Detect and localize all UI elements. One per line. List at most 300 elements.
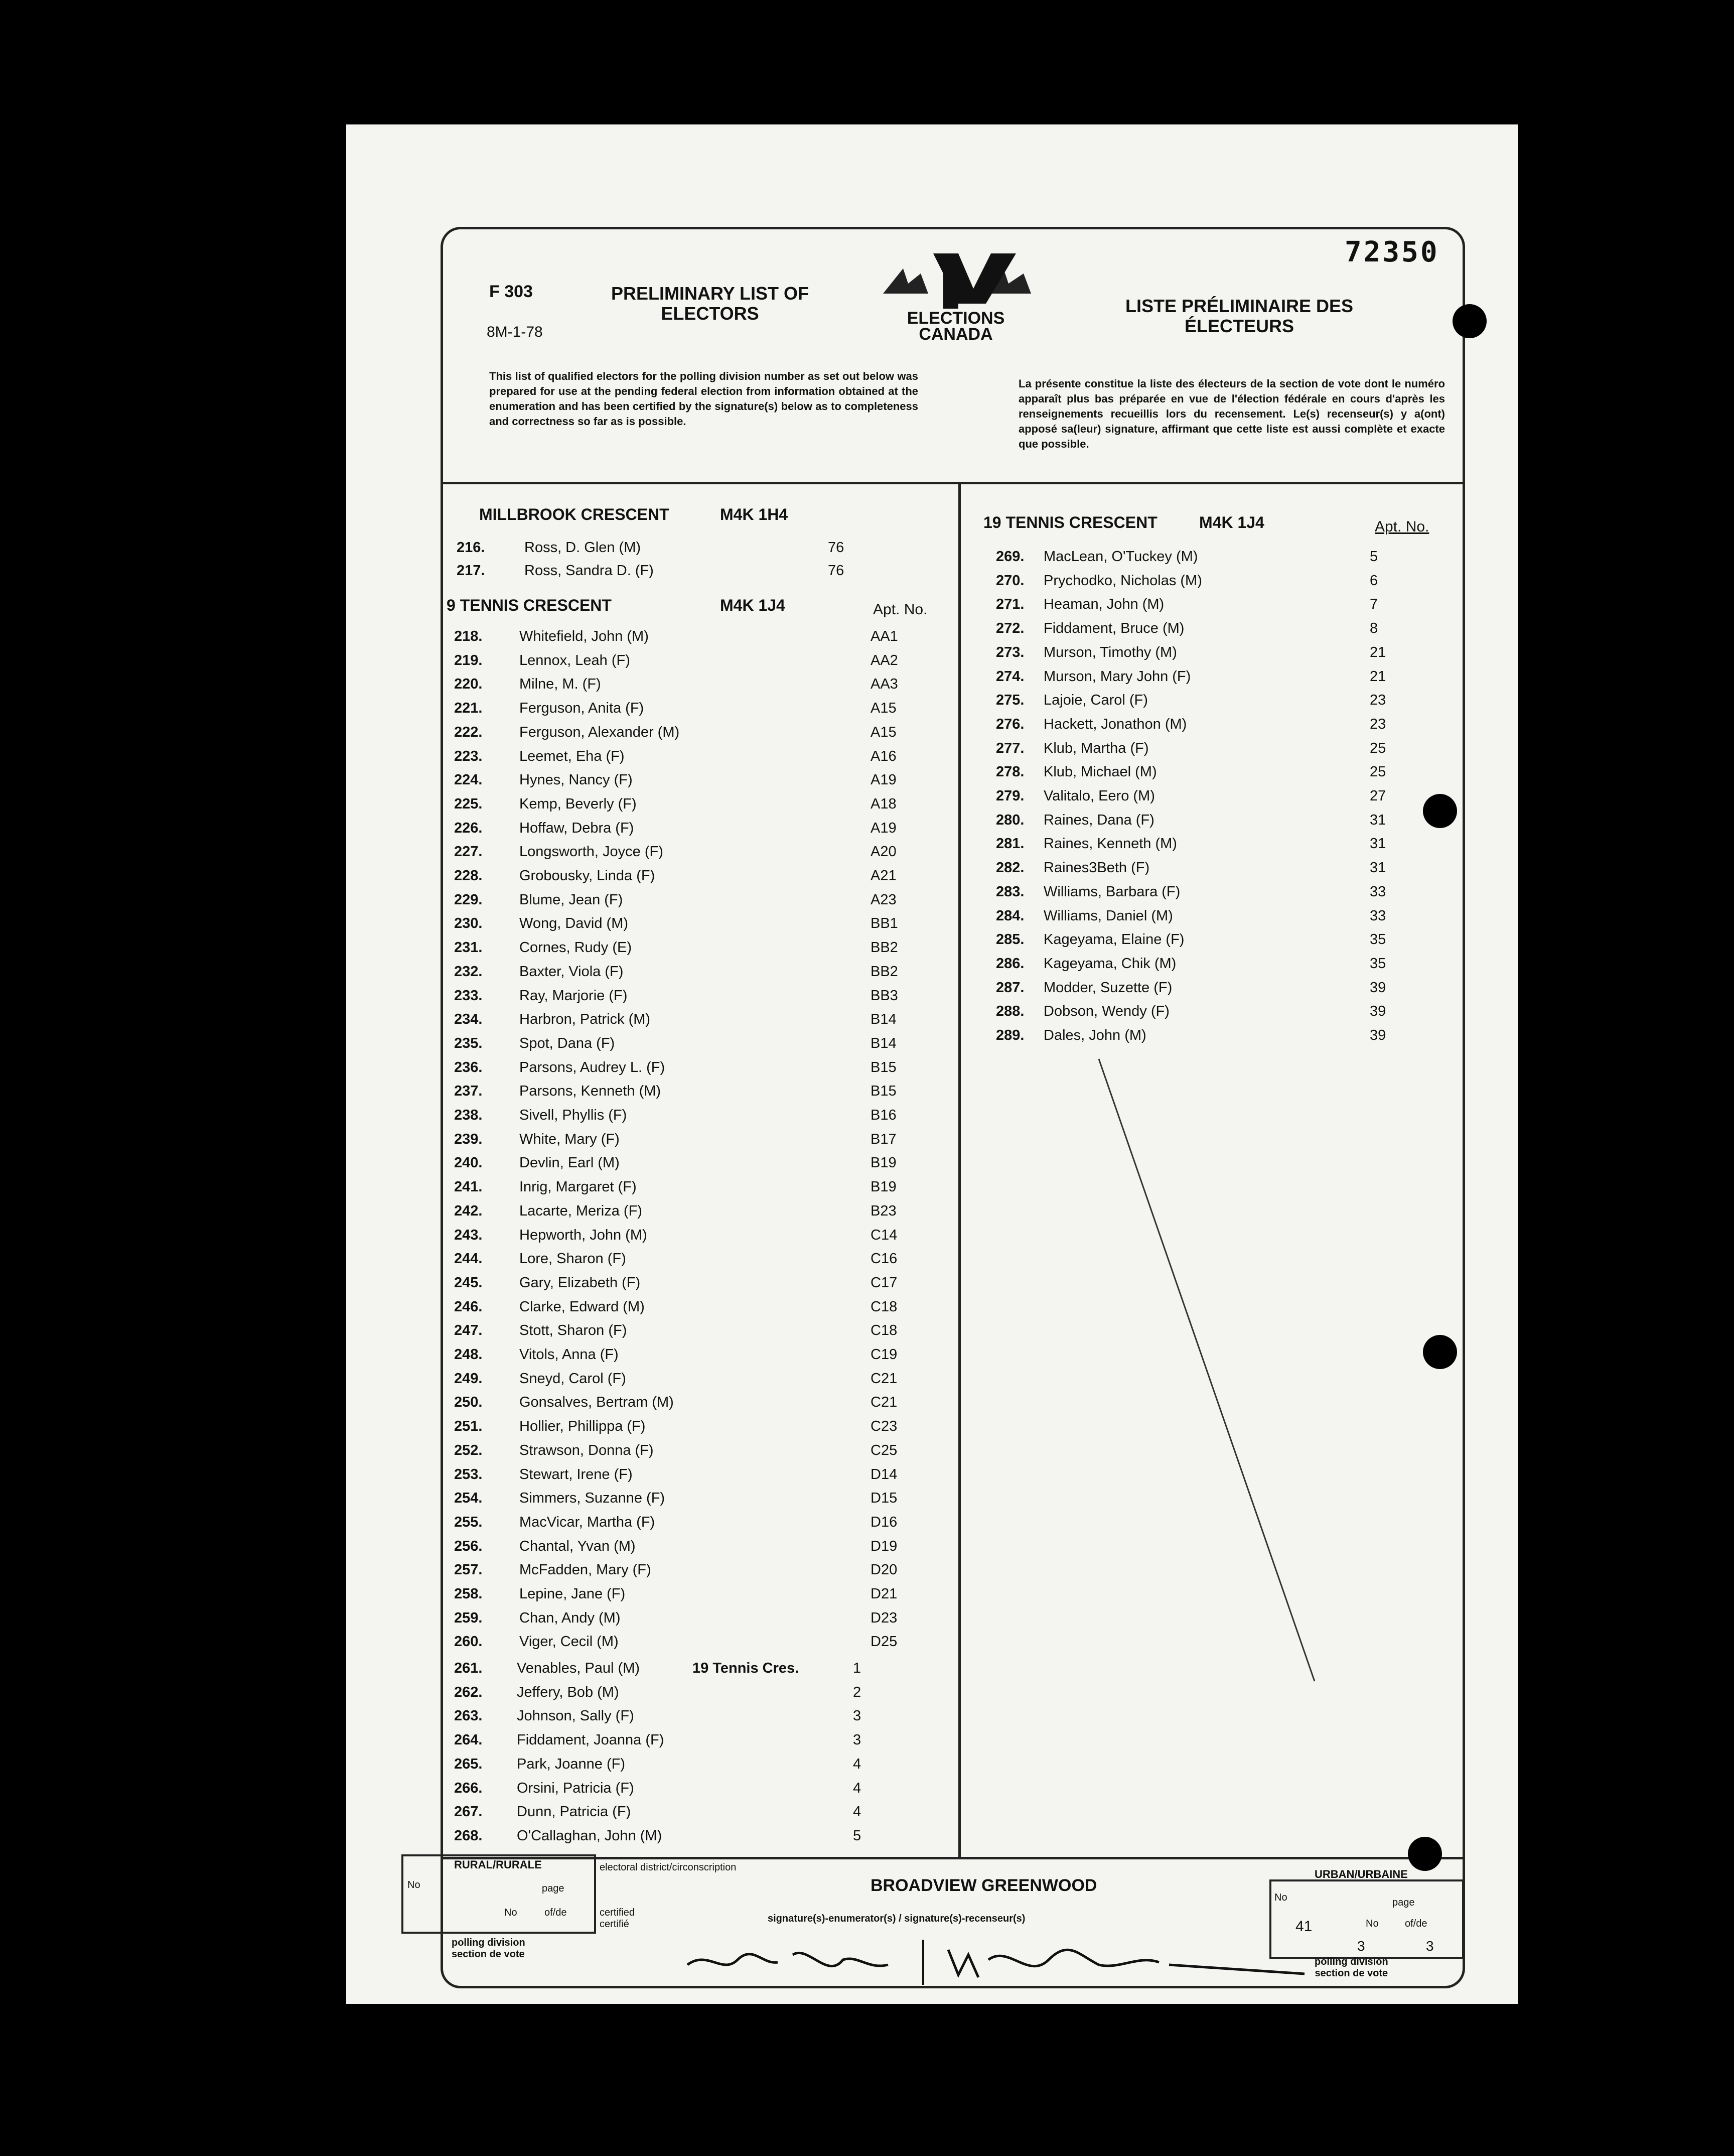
apartment-number: D19 bbox=[871, 1538, 898, 1554]
apartment-number: 27 bbox=[1370, 788, 1386, 804]
elector-address: 19 Tennis Cres. bbox=[692, 1660, 799, 1676]
apartment-number: BB1 bbox=[871, 915, 898, 932]
apartment-number: 35 bbox=[1370, 955, 1386, 972]
elector-row bbox=[454, 1299, 921, 1321]
elector-row bbox=[996, 668, 1420, 691]
elector-row bbox=[454, 1756, 903, 1778]
elector-row bbox=[454, 1371, 921, 1393]
title-english: PRELIMINARY LIST OF ELECTORS bbox=[611, 283, 809, 324]
intro-french: La présente constitue la liste des électeurs de la section de vote dont le numéro apparaît plus bas préparée en vue de l'élection fédérale en cours d'après les renseignements recueillis lors du recensement. Le(s) recenseur(s) y a(ont) apposé sa(leur) signature, affirmant que cette liste est aussi complète et exacte que possible. bbox=[1019, 377, 1445, 450]
apartment-number: 5 bbox=[1370, 549, 1378, 565]
apartment-number: A20 bbox=[871, 844, 897, 860]
street-heading-9-tennis: 9 TENNIS CRESCENT bbox=[447, 596, 612, 614]
intro-english: This list of qualified electors for the polling division number as set out below was prepared for use at the pending federal election from information obtained at the enumeration and has been certified by the signature(s) below as to completeness and correctness so far as is possible. bbox=[489, 370, 918, 428]
elector-name: Valitalo, Eero (M) bbox=[1044, 788, 1155, 804]
elector-number: 259. bbox=[454, 1609, 483, 1626]
elector-number: 254. bbox=[454, 1490, 483, 1507]
elector-number: 234. bbox=[454, 1011, 483, 1028]
elector-number: 287. bbox=[996, 979, 1025, 996]
diagonal-scratch-line bbox=[1096, 1056, 1317, 1684]
elector-row bbox=[454, 652, 921, 675]
elector-row bbox=[454, 1011, 921, 1033]
street-heading-millbrook: MILLBROOK CRESCENT bbox=[479, 505, 669, 523]
elector-name: Grobousky, Linda (F) bbox=[519, 868, 655, 884]
elector-number: 272. bbox=[996, 620, 1025, 637]
elector-number: 237. bbox=[454, 1083, 483, 1100]
elector-name: Clarke, Edward (M) bbox=[519, 1298, 645, 1315]
elector-name: Wong, David (M) bbox=[519, 915, 629, 932]
apartment-number: AA1 bbox=[871, 628, 898, 644]
elector-row bbox=[454, 844, 921, 866]
apartment-number: AA2 bbox=[871, 652, 898, 668]
apartment-number: 6 bbox=[1370, 572, 1378, 589]
elector-number: 253. bbox=[454, 1466, 483, 1483]
signature-label: signature(s)-enumerator(s) / signature(s)-recenseur(s) bbox=[768, 1913, 1026, 1924]
apartment-number: A23 bbox=[871, 891, 897, 908]
polling-division-label-left: polling division section de vote bbox=[452, 1937, 525, 1960]
apartment-number: D15 bbox=[871, 1490, 898, 1507]
apartment-number: 5 bbox=[853, 1827, 861, 1844]
apartment-number: B15 bbox=[871, 1059, 897, 1075]
elector-row bbox=[454, 1083, 921, 1105]
elector-row bbox=[454, 1634, 921, 1656]
elector-name: Parsons, Kenneth (M) bbox=[519, 1083, 661, 1100]
elector-row bbox=[454, 1155, 921, 1177]
elector-name: Vitols, Anna (F) bbox=[519, 1346, 619, 1363]
page-number: 3 bbox=[1357, 1938, 1365, 1954]
elector-name: Stewart, Irene (F) bbox=[519, 1466, 633, 1483]
elector-name: Hackett, Jonathon (M) bbox=[1044, 716, 1187, 732]
elector-number: 260. bbox=[454, 1634, 483, 1650]
rural-page-label: page bbox=[542, 1883, 564, 1894]
apartment-number: 31 bbox=[1370, 812, 1386, 828]
apartment-number: D14 bbox=[871, 1466, 898, 1483]
apartment-number: A15 bbox=[871, 724, 897, 740]
title-french: LISTE PRÉLIMINAIRE DES ÉLECTEURS bbox=[1125, 296, 1354, 336]
elector-number: 226. bbox=[454, 820, 483, 836]
elector-row bbox=[454, 868, 921, 890]
apartment-number: 2 bbox=[853, 1684, 861, 1700]
apt-header-left: Apt. No. bbox=[873, 601, 928, 618]
elector-name: Williams, Daniel (M) bbox=[1044, 907, 1173, 924]
elector-number: 236. bbox=[454, 1059, 483, 1075]
elector-number: 218. bbox=[454, 628, 483, 644]
apartment-number: 39 bbox=[1370, 1003, 1386, 1020]
page-total: 3 bbox=[1426, 1938, 1434, 1954]
elector-name: Blume, Jean (F) bbox=[519, 891, 623, 908]
elector-name: Lore, Sharon (F) bbox=[519, 1251, 626, 1267]
elector-name: Spot, Dana (F) bbox=[519, 1035, 615, 1051]
elector-name: Ferguson, Anita (F) bbox=[519, 700, 644, 717]
apartment-number: 3 bbox=[853, 1732, 861, 1748]
apartment-number: 76 bbox=[828, 563, 844, 579]
elector-number: 249. bbox=[454, 1370, 483, 1387]
urban-page-label: page bbox=[1392, 1897, 1415, 1908]
svg-text:CANADA: CANADA bbox=[919, 325, 993, 344]
apartment-number: A16 bbox=[871, 748, 897, 764]
enumerator-signature bbox=[677, 1935, 1310, 1990]
elector-number: 279. bbox=[996, 788, 1025, 804]
elector-number: 265. bbox=[454, 1756, 483, 1772]
elector-name: MacLean, O'Tuckey (M) bbox=[1044, 549, 1198, 565]
elector-name: Ray, Marjorie (F) bbox=[519, 987, 628, 1004]
elector-row bbox=[454, 1059, 921, 1082]
elector-row bbox=[454, 964, 921, 986]
elector-number: 220. bbox=[454, 676, 483, 693]
elector-row bbox=[454, 1586, 921, 1608]
elector-row bbox=[996, 692, 1420, 714]
elector-name: Gary, Elizabeth (F) bbox=[519, 1274, 641, 1291]
apartment-number: AA3 bbox=[871, 676, 898, 693]
elector-name: Chantal, Yvan (M) bbox=[519, 1538, 636, 1554]
apartment-number: A18 bbox=[871, 795, 897, 812]
elector-row bbox=[996, 620, 1420, 642]
elector-name: Venables, Paul (M) bbox=[517, 1660, 640, 1676]
apartment-number: B14 bbox=[871, 1011, 897, 1028]
elector-row bbox=[996, 980, 1420, 1002]
elector-number: 275. bbox=[996, 692, 1025, 709]
elector-row bbox=[454, 1708, 903, 1730]
elector-name: Klub, Michael (M) bbox=[1044, 764, 1157, 780]
elector-name: Lajoie, Carol (F) bbox=[1044, 692, 1148, 709]
elector-name: Gonsalves, Bertram (M) bbox=[519, 1394, 674, 1411]
apartment-number: BB2 bbox=[871, 963, 898, 980]
postal-code-millbrook: M4K 1H4 bbox=[720, 505, 788, 523]
elector-name: Klub, Martha (F) bbox=[1044, 740, 1149, 756]
svg-text:ELECTIONS: ELECTIONS bbox=[907, 309, 1005, 328]
apartment-number: C17 bbox=[871, 1274, 898, 1291]
apartment-number: C23 bbox=[871, 1418, 898, 1435]
apartment-number: A15 bbox=[871, 700, 897, 717]
elector-row bbox=[454, 1490, 921, 1512]
elector-row bbox=[454, 1514, 921, 1536]
polling-division-label-right: polling division section de vote bbox=[1315, 1956, 1388, 1979]
elector-row bbox=[454, 1346, 921, 1369]
apartment-number: D21 bbox=[871, 1586, 898, 1602]
elector-number: 285. bbox=[996, 931, 1025, 948]
elector-number: 277. bbox=[996, 740, 1025, 756]
elector-number: 268. bbox=[454, 1827, 483, 1844]
elector-name: Murson, Mary John (F) bbox=[1044, 668, 1191, 685]
elector-name: O'Callaghan, John (M) bbox=[517, 1827, 662, 1844]
elector-row bbox=[454, 1804, 903, 1826]
elector-row bbox=[454, 1538, 921, 1560]
apartment-number: 25 bbox=[1370, 740, 1386, 756]
elections-canada-logo bbox=[873, 248, 1039, 349]
apartment-number: 31 bbox=[1370, 860, 1386, 876]
elector-number: 229. bbox=[454, 891, 483, 908]
elector-number: 235. bbox=[454, 1035, 483, 1051]
elector-number: 263. bbox=[454, 1708, 483, 1724]
elector-name: Harbron, Patrick (M) bbox=[519, 1011, 651, 1028]
apartment-number: B23 bbox=[871, 1202, 897, 1219]
rural-no-label-2: No bbox=[504, 1907, 517, 1918]
elector-number: 247. bbox=[454, 1322, 483, 1339]
elector-number: 224. bbox=[454, 772, 483, 788]
apartment-number: B14 bbox=[871, 1035, 897, 1051]
elector-number: 239. bbox=[454, 1131, 483, 1147]
elector-row bbox=[996, 1003, 1420, 1025]
elector-number: 250. bbox=[454, 1394, 483, 1411]
elector-name: Lacarte, Meriza (F) bbox=[519, 1202, 642, 1219]
apartment-number: 76 bbox=[828, 540, 844, 556]
elector-name: Ferguson, Alexander (M) bbox=[519, 724, 680, 740]
elector-name: Park, Joanne (F) bbox=[517, 1756, 625, 1772]
elector-number: 286. bbox=[996, 955, 1025, 972]
elector-row bbox=[454, 1035, 921, 1057]
apt-header-right: Apt. No. bbox=[1375, 518, 1429, 535]
elector-number: 267. bbox=[454, 1804, 483, 1820]
elector-row bbox=[454, 1203, 921, 1225]
apartment-number: C18 bbox=[871, 1298, 898, 1315]
elector-row bbox=[996, 716, 1420, 738]
elector-row bbox=[454, 724, 921, 746]
elector-number: 243. bbox=[454, 1227, 483, 1243]
elector-row bbox=[454, 988, 921, 1010]
elector-number: 227. bbox=[454, 844, 483, 860]
elector-row bbox=[996, 740, 1420, 762]
elector-number: 241. bbox=[454, 1179, 483, 1195]
elector-row bbox=[996, 884, 1420, 906]
elector-number: 281. bbox=[996, 836, 1025, 852]
elector-number: 219. bbox=[454, 652, 483, 668]
apartment-number: C16 bbox=[871, 1251, 898, 1267]
elector-number: 255. bbox=[454, 1514, 483, 1530]
elector-number: 261. bbox=[454, 1660, 483, 1676]
elector-row bbox=[996, 836, 1420, 858]
elector-row bbox=[996, 788, 1420, 810]
elector-row bbox=[454, 1684, 903, 1706]
elector-name: Inrig, Margaret (F) bbox=[519, 1179, 637, 1195]
elector-number: 233. bbox=[454, 987, 483, 1004]
elector-row bbox=[454, 1466, 921, 1489]
elector-row bbox=[457, 540, 878, 562]
elector-name: Hynes, Nancy (F) bbox=[519, 772, 633, 788]
elector-name: Baxter, Viola (F) bbox=[519, 963, 624, 980]
elector-number: 251. bbox=[454, 1418, 483, 1435]
apartment-number: 7 bbox=[1370, 596, 1378, 613]
elector-number: 228. bbox=[454, 868, 483, 884]
apartment-number: C18 bbox=[871, 1322, 898, 1339]
elector-name: Sivell, Phyllis (F) bbox=[519, 1107, 627, 1123]
elector-row bbox=[454, 1275, 921, 1297]
elector-row bbox=[996, 908, 1420, 930]
elector-row bbox=[454, 1394, 921, 1416]
street-heading-19-tennis: 19 TENNIS CRESCENT bbox=[983, 513, 1158, 531]
elector-row bbox=[454, 1418, 921, 1440]
apartment-number: C25 bbox=[871, 1442, 898, 1458]
elector-number: 273. bbox=[996, 644, 1025, 660]
elector-name: Williams, Barbara (F) bbox=[1044, 883, 1181, 900]
apartment-number: 3 bbox=[853, 1708, 861, 1724]
urban-label: URBAN/URBAINE bbox=[1315, 1868, 1408, 1880]
elector-row bbox=[454, 796, 921, 818]
apartment-number: B16 bbox=[871, 1107, 897, 1123]
elector-name: McFadden, Mary (F) bbox=[519, 1562, 651, 1578]
column-divider bbox=[958, 482, 961, 1857]
elector-name: Longsworth, Joyce (F) bbox=[519, 844, 663, 860]
elector-row bbox=[457, 563, 878, 585]
elector-number: 269. bbox=[996, 549, 1025, 565]
elector-name: Ross, Sandra D. (F) bbox=[524, 563, 654, 579]
electoral-district-name: BROADVIEW GREENWOOD bbox=[871, 1876, 1097, 1895]
apartment-number: D20 bbox=[871, 1562, 898, 1578]
rural-of-label: of/de bbox=[544, 1907, 567, 1918]
elector-name: Devlin, Earl (M) bbox=[519, 1155, 620, 1171]
elector-number: 256. bbox=[454, 1538, 483, 1554]
elector-number: 284. bbox=[996, 907, 1025, 924]
elector-name: Murson, Timothy (M) bbox=[1044, 644, 1177, 660]
urban-no-label-2: No bbox=[1366, 1918, 1379, 1929]
polling-division-number: 41 bbox=[1295, 1918, 1313, 1935]
apartment-number: D25 bbox=[871, 1634, 898, 1650]
apartment-number: 4 bbox=[853, 1804, 861, 1820]
certified-label: certified certifié bbox=[600, 1907, 635, 1930]
elector-row bbox=[996, 1027, 1420, 1049]
elector-number: 257. bbox=[454, 1562, 483, 1578]
elector-name: Orsini, Patricia (F) bbox=[517, 1780, 634, 1796]
apartment-number: A19 bbox=[871, 772, 897, 788]
elector-row bbox=[996, 596, 1420, 618]
elector-number: 270. bbox=[996, 572, 1025, 589]
elector-name: Lennox, Leah (F) bbox=[519, 652, 630, 668]
elector-row bbox=[454, 772, 921, 794]
form-date: 8M-1-78 bbox=[487, 324, 543, 340]
elector-row bbox=[996, 573, 1420, 595]
elector-name: Cornes, Rudy (E) bbox=[519, 939, 632, 956]
elector-number: 217. bbox=[457, 563, 485, 579]
apartment-number: 33 bbox=[1370, 883, 1386, 900]
elector-number: 230. bbox=[454, 915, 483, 932]
urban-of-label: of/de bbox=[1405, 1918, 1427, 1929]
elector-number: 232. bbox=[454, 963, 483, 980]
elector-row bbox=[454, 1732, 903, 1754]
apartment-number: 21 bbox=[1370, 668, 1386, 685]
elector-name: Chan, Andy (M) bbox=[519, 1609, 621, 1626]
elector-name: Kageyama, Chik (M) bbox=[1044, 955, 1177, 972]
elector-number: 225. bbox=[454, 795, 483, 812]
elector-name: Kageyama, Elaine (F) bbox=[1044, 931, 1185, 948]
elector-number: 258. bbox=[454, 1586, 483, 1602]
elector-row bbox=[454, 1322, 921, 1344]
elector-row bbox=[454, 1131, 921, 1153]
elector-name: Parsons, Audrey L. (F) bbox=[519, 1059, 665, 1075]
elector-name: Jeffery, Bob (M) bbox=[517, 1684, 619, 1700]
elector-row bbox=[996, 956, 1420, 978]
elector-number: 242. bbox=[454, 1202, 483, 1219]
apartment-number: B17 bbox=[871, 1131, 897, 1147]
elector-number: 222. bbox=[454, 724, 483, 740]
apartment-number: A19 bbox=[871, 820, 897, 836]
elector-number: 248. bbox=[454, 1346, 483, 1363]
elector-number: 223. bbox=[454, 748, 483, 764]
elector-row bbox=[454, 892, 921, 914]
postal-code-9-tennis: M4K 1J4 bbox=[720, 596, 785, 614]
elector-row bbox=[454, 1828, 903, 1850]
form-number: F 303 bbox=[489, 282, 533, 301]
elector-row bbox=[454, 939, 921, 962]
elector-number: 238. bbox=[454, 1107, 483, 1123]
elector-name: Hepworth, John (M) bbox=[519, 1227, 647, 1243]
header-divider bbox=[441, 482, 1463, 484]
apartment-number: B19 bbox=[871, 1155, 897, 1171]
elector-number: 264. bbox=[454, 1732, 483, 1748]
elector-number: 246. bbox=[454, 1298, 483, 1315]
punch-hole-icon bbox=[1453, 304, 1487, 338]
apartment-number: A21 bbox=[871, 868, 897, 884]
elector-number: 276. bbox=[996, 716, 1025, 732]
elector-name: Johnson, Sally (F) bbox=[517, 1708, 634, 1724]
elector-number: 262. bbox=[454, 1684, 483, 1700]
elector-row bbox=[454, 1780, 903, 1802]
apartment-number: 33 bbox=[1370, 907, 1386, 924]
elector-name: Fiddament, Bruce (M) bbox=[1044, 620, 1185, 637]
elector-row bbox=[454, 1442, 921, 1464]
elector-row bbox=[454, 700, 921, 722]
elector-number: 289. bbox=[996, 1027, 1025, 1043]
elector-row bbox=[454, 1179, 921, 1201]
apartment-number: D16 bbox=[871, 1514, 898, 1530]
elector-name: Stott, Sharon (F) bbox=[519, 1322, 627, 1339]
apartment-number: 23 bbox=[1370, 716, 1386, 732]
apartment-number: 25 bbox=[1370, 764, 1386, 780]
apartment-number: C21 bbox=[871, 1394, 898, 1411]
elector-row bbox=[454, 1562, 921, 1584]
postal-code-19-tennis: M4K 1J4 bbox=[1199, 513, 1264, 531]
elector-name: Hollier, Phillippa (F) bbox=[519, 1418, 646, 1435]
elector-name: Prychodko, Nicholas (M) bbox=[1044, 572, 1202, 589]
apartment-number: 23 bbox=[1370, 692, 1386, 709]
elector-number: 231. bbox=[454, 939, 483, 956]
elector-number: 244. bbox=[454, 1251, 483, 1267]
elector-name: Dobson, Wendy (F) bbox=[1044, 1003, 1170, 1020]
elector-name: Raines, Kenneth (M) bbox=[1044, 836, 1177, 852]
elector-row bbox=[454, 628, 921, 650]
elector-name: Raines, Dana (F) bbox=[1044, 812, 1154, 828]
apartment-number: BB2 bbox=[871, 939, 898, 956]
elector-name: MacVicar, Martha (F) bbox=[519, 1514, 655, 1530]
apartment-number: 31 bbox=[1370, 836, 1386, 852]
apartment-number: B19 bbox=[871, 1179, 897, 1195]
elector-number: 280. bbox=[996, 812, 1025, 828]
apartment-number: 1 bbox=[853, 1660, 861, 1676]
rural-label: RURAL/RURALE bbox=[454, 1858, 542, 1871]
elector-row bbox=[454, 1107, 921, 1129]
elector-name: Raines3Beth (F) bbox=[1044, 860, 1150, 876]
elector-row bbox=[454, 1251, 921, 1273]
elector-row bbox=[996, 931, 1420, 954]
punch-hole-icon bbox=[1408, 1837, 1442, 1871]
punch-hole-icon bbox=[1423, 1335, 1457, 1369]
elector-number: 282. bbox=[996, 860, 1025, 876]
elector-name: Fiddament, Joanna (F) bbox=[517, 1732, 664, 1748]
elector-number: 240. bbox=[454, 1155, 483, 1171]
apartment-number: 4 bbox=[853, 1780, 861, 1796]
elector-name: Dunn, Patricia (F) bbox=[517, 1804, 631, 1820]
apartment-number: B15 bbox=[871, 1083, 897, 1100]
elector-name: Hoffaw, Debra (F) bbox=[519, 820, 634, 836]
elector-number: 278. bbox=[996, 764, 1025, 780]
elector-row bbox=[996, 860, 1420, 882]
apartment-number: 35 bbox=[1370, 931, 1386, 948]
elector-name: Ross, D. Glen (M) bbox=[524, 540, 641, 556]
elector-row bbox=[454, 1610, 921, 1632]
elector-name: Strawson, Donna (F) bbox=[519, 1442, 654, 1458]
elector-number: 283. bbox=[996, 883, 1025, 900]
elector-row bbox=[454, 1660, 903, 1682]
elector-name: Whitefield, John (M) bbox=[519, 628, 649, 644]
elector-number: 288. bbox=[996, 1003, 1025, 1020]
